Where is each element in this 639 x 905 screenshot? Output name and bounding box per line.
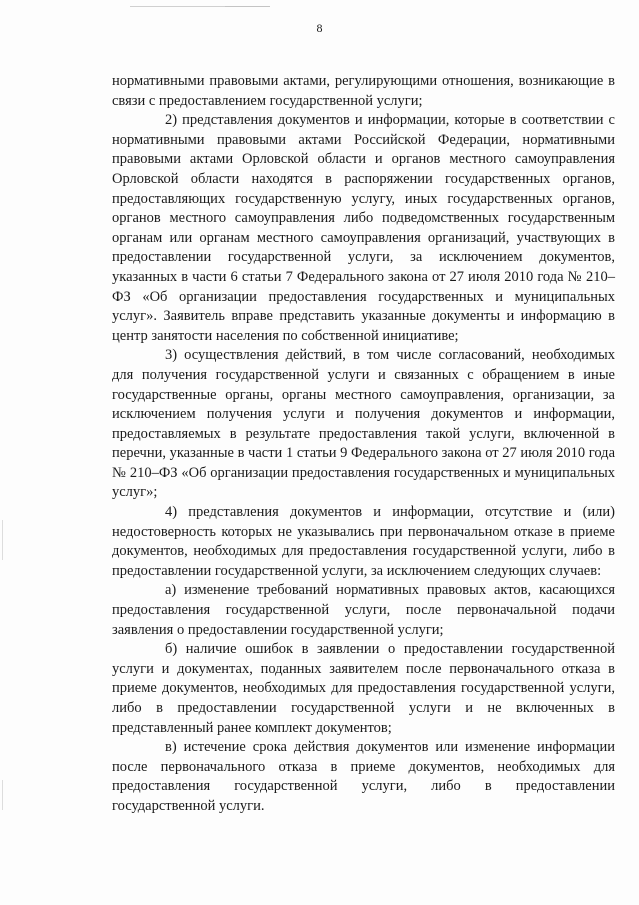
scan-artifact (2, 520, 3, 560)
paragraph-continuation: нормативными правовыми актами, регулирующими отношения, возникающие в связи с предоставлением государственной услуги; (112, 73, 615, 109)
scan-artifact (2, 780, 3, 810)
paragraph-subitem-a: а) изменение требований нормативных правовых актов, касающихся предоставления государственной услуги, после первоначальной подачи заявления о предоставлении государственной услуги; (112, 582, 615, 638)
paragraph-item-4: 4) представления документов и информации, отсутствие и (или) недостоверность которых не указывались при первоначальном отказе в приеме документов, необходимых для предоставления государственной услуги, либо в предоставлении государственной услуги, за исключением следующих случаев: (112, 504, 615, 579)
page-number: 8 (316, 21, 323, 35)
paragraph-item-3: 3) осуществления действий, в том числе согласований, необходимых для получения государственной услуги и связанных с обращением в иные государственные органы, органы местного самоуправления, организации, за исключением получения услуги и получения документов и информации, предоставляемых в результате предоставления такой услуги, включенной в перечни, указанные в части 1 статьи 9 Федерального закона от 27 июля 2010 года № 210–ФЗ «Об организации предоставления государственных и муниципальных услуг»; (112, 347, 615, 501)
paragraph-subitem-b: б) наличие ошибок в заявлении о предоставлении государственной услуги и документах, поданных заявителем после первоначального отказа в приеме документов, необходимых для предоставления государственной услуги, либо в предоставлении государственной услуги и не включенных в представленный ранее комплект документов; (112, 641, 615, 736)
document-body (112, 72, 615, 817)
paragraph-subitem-v: в) истечение срока действия документов или изменение информации после первоначального отказа в приеме документов, необходимых для предоставления государственной услуги, либо в предоставлении государственной услуги. (112, 739, 615, 814)
scan-artifact (225, 6, 270, 7)
paragraph-item-2: 2) представления документов и информации, которые в соответствии с нормативными правовыми актами Российской Федерации, нормативными правовыми актами Орловской области и органов местного самоуправления Орловской области находятся в распоряжении государственных органов, предоставляющих государственную услугу, иных государственных органов, органов местного самоуправления либо подведомственных государственным органам или органам местного самоуправления организаций, участвующих в предоставлении государственной услуги, за исключением документов, указанных в части 6 статьи 7 Федерального закона от 27 июля 2010 года № 210–ФЗ «Об организации предоставления государственных и муниципальных услуг». Заявитель вправе представить указанные документы и информацию в центр занятости населения по собственной инициативе; (112, 112, 615, 344)
